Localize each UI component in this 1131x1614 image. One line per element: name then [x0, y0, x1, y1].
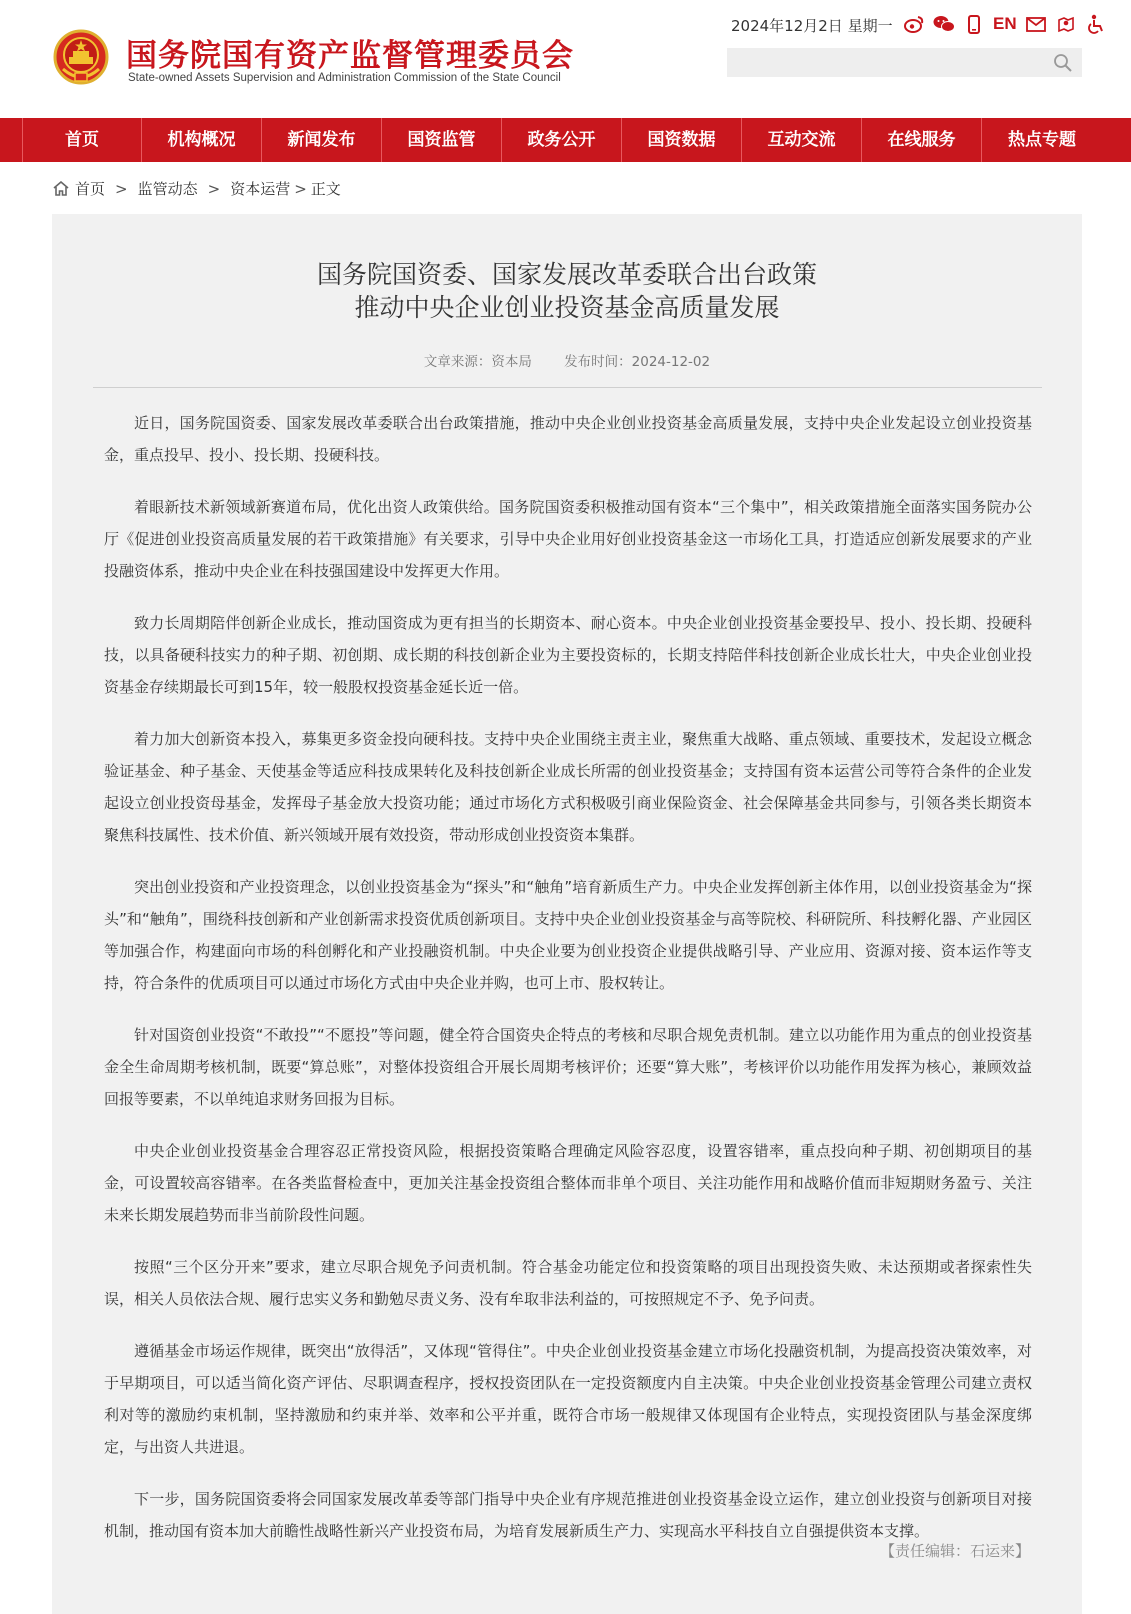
main-nav	[0, 118, 1131, 162]
nav-item-supervision[interactable]: 国资监管	[382, 118, 502, 162]
breadcrumb-separator: >	[294, 179, 307, 198]
article-paragraph: 着眼新技术新领域新赛道布局，优化出资人政策供给。国务院国资委积极推动国有资本“三个集中”，相关政策措施全面落实国务院办公厅《促进创业投资高质量发展的若干政策措施》有关要求，引导中央企业用好创业投资基金这一市场化工具，打造适应创新发展要求的产业投融资体系，推动中央企业在科技强国建设中发挥更大作用。	[104, 498, 1032, 580]
title-divider	[93, 387, 1042, 388]
nav-item-topics[interactable]: 热点专题	[1008, 130, 1076, 150]
breadcrumb-home[interactable]: 首页	[75, 180, 106, 198]
national-emblem-icon[interactable]	[53, 29, 109, 87]
article-container	[52, 214, 1082, 1614]
article-paragraph: 致力长周期陪伴创新企业成长，推动国资成为更有担当的长期资本、耐心资本。中央企业创业投资基金要投早、投小、投长期、投硬科技，以具备硬科技实力的种子期、初创期、成长期的科技创新企业为主要投资标的，长期支持陪伴科技创新企业成长壮大，中央企业创业投资基金存续期最长可到15年，较一般股权投资基金延长近一倍。	[104, 614, 1032, 696]
current-date: 2024年12月2日 星期一	[731, 17, 893, 35]
nav-item-interaction[interactable]: 互动交流	[742, 118, 862, 162]
article-paragraph: 按照“三个区分开来”要求，建立尽职合规免予问责机制。符合基金功能定位和投资策略的项目出现投资失败、未达预期或者探索性失误，相关人员依法合规、履行忠实义务和勤勉尽责义务、没有牟取非法利益的，可按照规定不予、免予问责。	[104, 1258, 1032, 1308]
article-paragraph: 遵循基金市场运作规律，既突出“放得活”，又体现“管得住”。中央企业创业投资基金建立市场化投融资机制，为提高投资决策效率，对于早期项目，可以适当简化资产评估、尽职调查程序，授权投资团队在一定投资额度内自主决策。中央企业创业投资基金管理公司建立责权利对等的激励约束机制，坚持激励和约束并举、效率和公平并重，既符合市场一般规律又体现国有企业特点，实现投资团队与基金深度绑定，与出资人共进退。	[104, 1342, 1032, 1456]
breadcrumb-regulatory-news[interactable]: 监管动态	[137, 180, 198, 198]
article-paragraph: 着力加大创新资本投入，募集更多资金投向硬科技。支持中央企业围绕主责主业，聚焦重大战略、重点领域、重要技术，发起设立概念验证基金、种子基金、天使基金等适应科技成果转化及科技创新企业成长所需的创业投资基金；支持国有资本运营公司等符合条件的企业发起设立创业投资母基金，发挥母子基金放大投资功能；通过市场化方式积极吸引商业保险资金、社会保障基金共同参与，引领各类长期资本聚焦科技属性、技术价值、新兴领域开展有效投资，带动形成创业投资资本集群。	[104, 730, 1032, 844]
article-title	[52, 258, 1082, 324]
nav-item-home[interactable]: 首页	[22, 118, 142, 162]
site-name-english: State-owned Assets Supervision and Administration Commission of the State Council	[128, 72, 561, 84]
breadcrumb-current: 正文	[310, 180, 341, 198]
search-icon[interactable]	[1053, 53, 1073, 73]
site-header	[0, 0, 1131, 118]
nav-item-services[interactable]: 在线服务	[862, 118, 982, 162]
breadcrumb	[53, 178, 341, 199]
article-source: 文章来源：资本局	[423, 354, 532, 370]
breadcrumb-separator: >	[207, 179, 221, 198]
home-icon[interactable]	[53, 181, 69, 196]
article-paragraph: 中央企业创业投资基金合理容忍正常投资风险，根据投资策略合理确定风险容忍度，设置容错率，重点投向种子期、初创期项目的基金，可设置较高容错率。在各类监督检查中，更加关注基金投资组合整体而非单个项目、关注功能作用和战略价值而非短期财务盈亏、关注未来长期发展趋势而非当前阶段性问题。	[104, 1142, 1032, 1224]
article-paragraph: 针对国资创业投资“不敢投”“不愿投”等问题，健全符合国资央企特点的考核和尽职合规免责机制。建立以功能作用为重点的创业投资基金全生命周期考核机制，既要“算总账”，对整体投资组合开展长周期考核评价；还要“算大账”，考核评价以功能作用发挥为核心，兼顾效益回报等要素，不以单纯追求财务回报为目标。	[104, 1026, 1032, 1108]
mail-icon[interactable]	[1025, 13, 1047, 35]
article-publish-time: 发布时间：2024-12-02	[564, 354, 711, 370]
article-title-line-1: 国务院国资委、国家发展改革委联合出台政策	[316, 260, 817, 289]
article-paragraph: 下一步，国务院国资委将会同国家发展改革委等部门指导中央企业有序规范推进创业投资基金设立运作，建立创业投资与创新项目对接机制，推动国有资本加大前瞻性战略性新兴产业投资布局，为培育发展新质生产力、实现高水平科技自立自强提供资本支撑。	[104, 1490, 1032, 1540]
nav-item-data[interactable]: 国资数据	[622, 118, 742, 162]
site-name[interactable]: 国务院国有资产监督管理委员会	[126, 38, 574, 74]
breadcrumb-capital-operation[interactable]: 资本运营	[230, 180, 291, 198]
english-version-link[interactable]: EN	[993, 14, 1017, 33]
nav-item-disclosure[interactable]: 政务公开	[502, 118, 622, 162]
map-icon[interactable]	[1055, 13, 1077, 35]
article-paragraph: 突出创业投资和产业投资理念，以创业投资基金为“探头”和“触角”培育新质生产力。中央企业发挥创新主体作用，以创业投资基金为“探头”和“触角”，围绕科技创新和产业创新需求投资优质创新项目。支持中央企业创业投资基金与高等院校、科研院所、科技孵化器、产业园区等加强合作，构建面向市场的科创孵化和产业投融资机制。中央企业要为创业投资企业提供战略引导、产业应用、资源对接、资本运作等支持，符合条件的优质项目可以通过市场化方式由中央企业并购，也可上市、股权转让。	[104, 878, 1032, 992]
weibo-icon[interactable]	[903, 13, 925, 35]
mobile-icon[interactable]	[963, 13, 985, 35]
article-paragraph: 近日，国务院国资委、国家发展改革委联合出台政策措施，推动中央企业创业投资基金高质量发展，支持中央企业发起设立创业投资基金，重点投早、投小、投长期、投硬科技。	[104, 414, 1032, 464]
nav-item-news[interactable]: 新闻发布	[262, 118, 382, 162]
search-input[interactable]	[727, 48, 1082, 77]
article-body	[104, 407, 1032, 1567]
nav-item-about[interactable]: 机构概况	[142, 118, 262, 162]
top-toolbar	[903, 12, 1107, 36]
accessibility-icon[interactable]	[1085, 13, 1107, 35]
breadcrumb-separator: >	[115, 179, 128, 198]
article-title-line-2: 推动中央企业创业投资基金高质量发展	[354, 293, 780, 322]
article-meta	[52, 350, 1082, 370]
responsible-editor: 【责任编辑：石运来】	[879, 1542, 1030, 1560]
wechat-icon[interactable]	[933, 13, 955, 35]
